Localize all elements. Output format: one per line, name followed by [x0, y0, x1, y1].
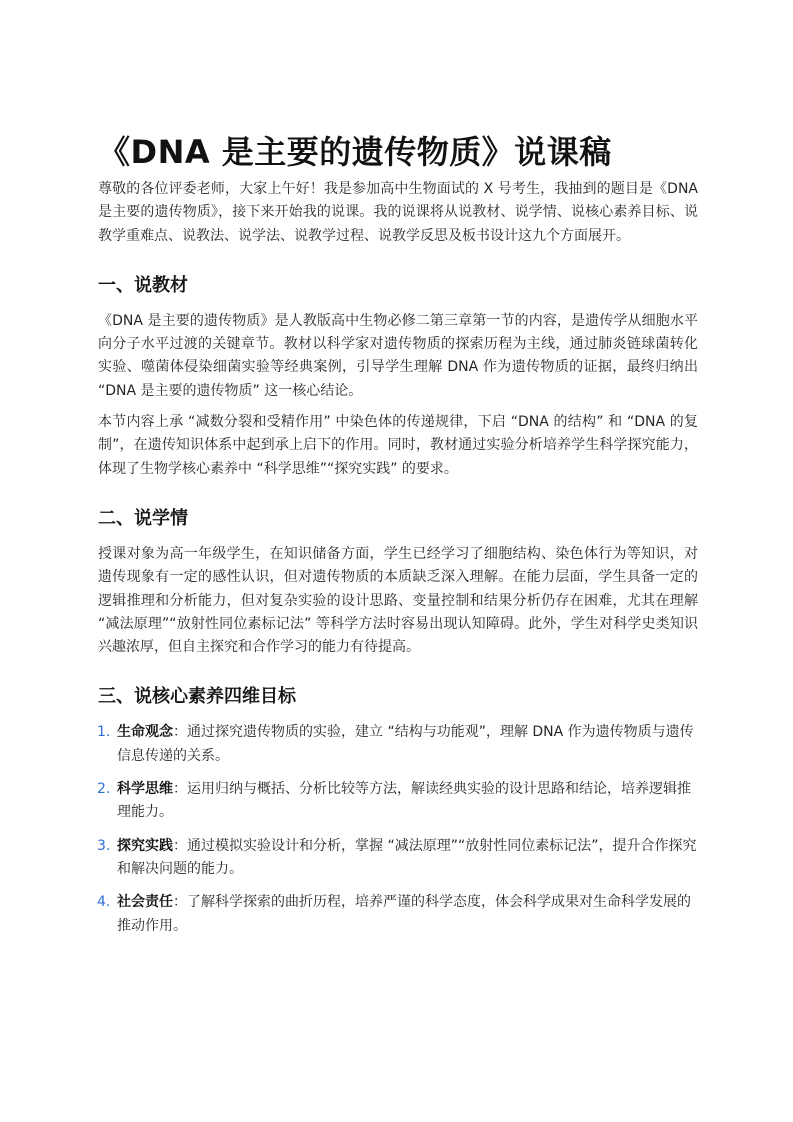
document-title: 《DNA 是主要的遗传物质》说课稿 — [98, 133, 612, 171]
goal-term: 科学思维 — [117, 781, 173, 798]
goal-number: 1. — [97, 724, 111, 741]
intro-paragraph: 尊敬的各位评委老师，大家上午好！我是参加高中生物面试的 X 号考生，我抽到的题目是《DNA 是主要的遗传物质》，接下来开始我的说课。我的说课将从说教材、说学情、说核心素养目标、说教学重难点、说教法、说学法、说教学过程、说教学反思及板书设计这九个方面展开。 — [98, 181, 698, 244]
section-heading-teaching-material: 一、说教材 — [98, 274, 188, 296]
goal-number: 3. — [97, 837, 111, 854]
teaching-material-paragraph-1: 《DNA 是主要的遗传物质》是人教版高中生物必修二第三章第一节的内容，是遗传学从细胞水平向分子水平过渡的关键章节。教材以科学家对遗传物质的探索历程为主线，通过肺炎链球菌转化实验、噬菌体侵染细菌实验等经典案例，引导学生理解 DNA 作为遗传物质的证据，最终归纳出 “DNA 是主要的遗传物质” 这一核心结论。 — [98, 312, 698, 399]
goal-item-social-responsibility — [98, 891, 698, 938]
section-heading-student-analysis: 二、说学情 — [98, 507, 188, 529]
core-literacy-goal-list — [98, 721, 698, 937]
goal-term: 生命观念 — [117, 724, 173, 741]
student-analysis-paragraph: 授课对象为高一年级学生，在知识储备方面，学生已经学习了细胞结构、染色体行为等知识，对遗传现象有一定的感性认识，但对遗传物质的本质缺乏深入理解。在能力层面，学生具备一定的逻辑推理和分析能力，但对复杂实验的设计思路、变量控制和结果分析仍存在困难，尤其在理解 “减法原理”“放射性同位素标记法” 等科学方法时容易出现认知障碍。此外，学生对科学史类知识兴趣浓厚，但自主探究和合作学习的能力有待提高。 — [98, 545, 698, 656]
section-core-literacy-goals — [98, 683, 698, 937]
section-teaching-material — [98, 272, 698, 481]
goal-description: ：了解科学探索的曲折历程，培养严谨的科学态度，体会科学成果对生命科学发展的推动作用。 — [117, 894, 691, 934]
goal-description: ：通过模拟实验设计和分析，掌握 “减法原理”“放射性同位素标记法”，提升合作探究和解决问题的能力。 — [117, 837, 697, 877]
teaching-material-paragraph-2: 本节内容上承 “减数分裂和受精作用” 中染色体的传递规律，下启 “DNA 的结构” 和 “DNA 的复制”，在遗传知识体系中起到承上启下的作用。同时，教材通过实验分析培养学生科学探究能力，体现了生物学核心素养中 “科学思维”“探究实践” 的要求。 — [98, 414, 698, 477]
goal-number: 4. — [97, 894, 111, 911]
goal-description: ：通过探究遗传物质的实验，建立 “结构与功能观”，理解 DNA 作为遗传物质与遗传信息传递的关系。 — [117, 724, 694, 764]
section-heading-core-literacy-goals: 三、说核心素养四维目标 — [98, 686, 296, 708]
goal-item-inquiry-practice — [98, 835, 698, 882]
goal-item-scientific-thinking — [98, 778, 698, 825]
goal-number: 2. — [97, 781, 111, 798]
section-student-analysis — [98, 505, 698, 659]
goal-term: 社会责任 — [117, 894, 173, 911]
document-content — [98, 126, 698, 948]
goal-term: 探究实践 — [117, 837, 173, 854]
goal-item-life-concept — [98, 721, 698, 768]
goal-description: ：运用归纳与概括、分析比较等方法，解读经典实验的设计思路和结论，培养逻辑推理能力。 — [117, 781, 691, 821]
